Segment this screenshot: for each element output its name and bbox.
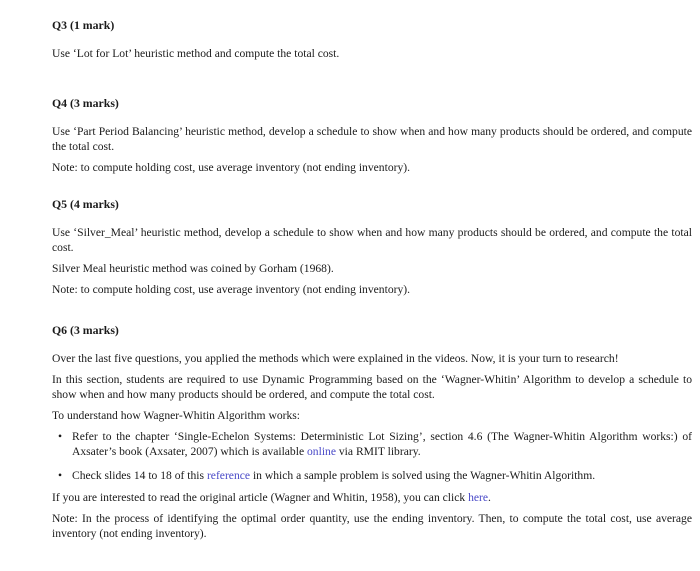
q5-heading: Q5 (4 marks) [52,197,119,211]
bullet1-text-end: via RMIT library. [335,445,421,458]
bullet-axsater [52,429,692,459]
q5-origin: Silver Meal heuristic method was coined by Gorham (1968). [52,262,334,275]
article-text-end: . [488,491,491,504]
here-link[interactable]: here [468,491,489,504]
bullet2-text: Check slides 14 to 18 of this [72,469,207,482]
q6-section [52,323,692,541]
q4-note: Note: to compute holding cost, use average inventory (not ending inventory). [52,161,411,174]
reference-link[interactable]: reference [206,469,251,482]
bullet2-text-end: in which a sample problem is solved using the Wagner-Whitin Algorithm. [250,469,596,482]
q6-heading: Q6 (3 marks) [52,323,119,337]
q4-heading: Q4 (3 marks) [52,96,119,110]
online-link[interactable]: online [307,445,336,458]
q5-text: Use ‘Silver_Meal’ heuristic method, develop a schedule to show when and how many products should be ordered, and compute the total cost. [52,226,692,254]
q6-note: Note: In the process of identifying the optimal order quantity, use the ending inventory. Then, to compute the total cost, use average inventory (not ending inventory). [52,512,692,540]
q3-heading: Q3 (1 mark) [52,18,115,32]
q6-article [52,490,692,505]
q5-section [52,197,692,297]
bullet1-text: Refer to the chapter ‘Single-Echelon Systems: Deterministic Lot Sizing’, section 4.6 (The Wagner-Whitin Algorithm works:) of Axsater’s book (Axsater, 2007) which is available [72,430,692,458]
q6-understand: To understand how Wagner-Whitin Algorithm works: [52,409,301,422]
q3-section [52,18,692,61]
q5-note: Note: to compute holding cost, use average inventory (not ending inventory). [52,283,411,296]
q3-text: Use ‘Lot for Lot’ heuristic method and compute the total cost. [52,47,340,60]
q4-text: Use ‘Part Period Balancing’ heuristic method, develop a schedule to show when and how many products should be ordered, and compute the total cost. [52,125,692,153]
article-text: If you are interested to read the original article (Wagner and Whitin, 1958), you can click [52,491,469,504]
q6-task: In this section, students are required to use Dynamic Programming based on the ‘Wagner-Whitin’ Algorithm to develop a schedule to show when and how many products should be ordered, and compute the total cost. [52,373,692,401]
q6-intro: Over the last five questions, you applied the methods which were explained in the videos. Now, it is your turn to research! [52,352,619,365]
q4-section [52,96,692,175]
q6-bullets [52,429,692,483]
bullet-slides [52,468,692,483]
